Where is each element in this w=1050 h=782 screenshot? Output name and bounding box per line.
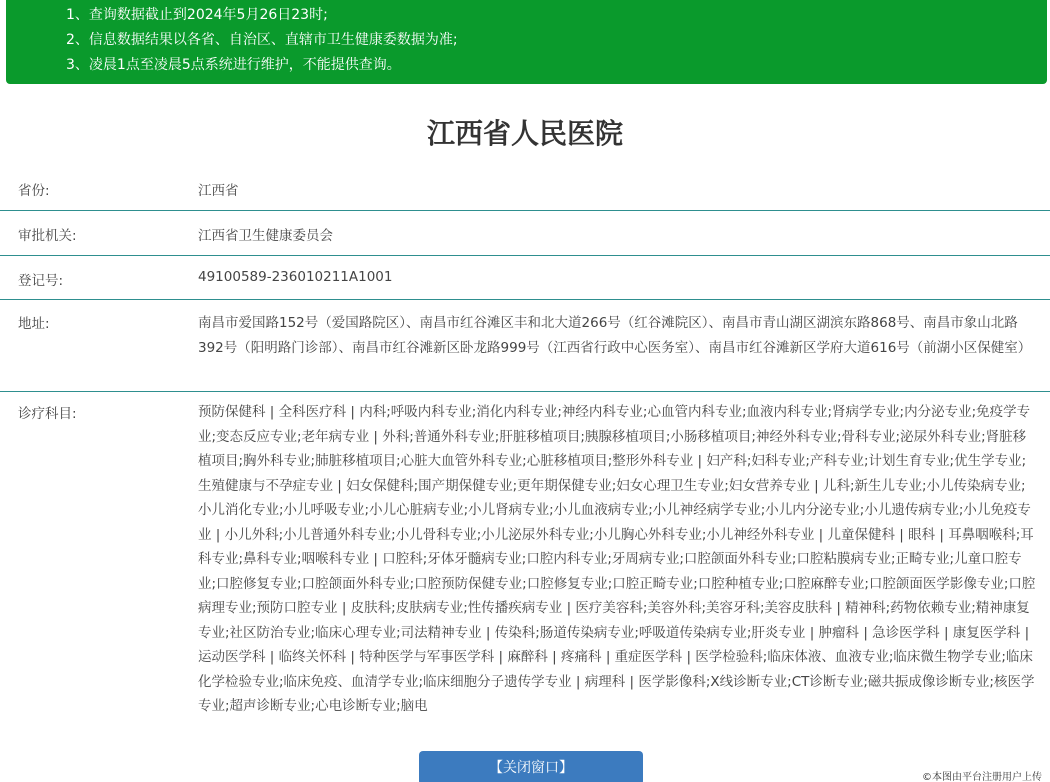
info-table bbox=[0, 166, 1050, 732]
address-value: 南昌市爱国路152号（爱国路院区）、南昌市红谷滩区丰和北大道266号（红谷滩院区）、南昌市青山湖区湖滨东路868号、南昌市象山北路392号（阳明路门诊部）、南昌市红谷滩新区卧龙路999号（江西省行政中心医务室）、南昌市红谷滩新区学府大道616号（前湖小区保健室） bbox=[198, 315, 1032, 356]
notice-line: 2、信息数据结果以各省、自治区、直辖市卫生健康委数据为准; bbox=[66, 32, 458, 48]
authority-row bbox=[0, 211, 1050, 256]
address-label: 地址: bbox=[18, 316, 50, 332]
copyright-note: ©本图由平台注册用户上传 bbox=[920, 768, 1044, 782]
close-window-button[interactable]: 【关闭窗口】 bbox=[419, 751, 643, 782]
province-value: 江西省 bbox=[198, 183, 239, 199]
notice-line: 1、查询数据截止到2024年5月26日23时; bbox=[66, 7, 328, 23]
registration-value: 49100589-236010211A1001 bbox=[198, 269, 393, 285]
province-label: 省份: bbox=[18, 183, 50, 199]
registration-label: 登记号: bbox=[18, 273, 64, 289]
registration-row bbox=[0, 256, 1050, 300]
notice-line: 3、凌晨1点至凌晨5点系统进行维护，不能提供查询。 bbox=[66, 57, 401, 73]
hospital-name: 江西省人民医院 bbox=[426, 117, 623, 150]
authority-label: 审批机关: bbox=[18, 228, 77, 244]
departments-label: 诊疗科目: bbox=[18, 406, 77, 422]
departments-row bbox=[0, 392, 1050, 732]
authority-value: 江西省卫生健康委员会 bbox=[198, 228, 333, 244]
notice-banner bbox=[6, 0, 1047, 84]
address-row bbox=[0, 300, 1050, 392]
province-row bbox=[0, 166, 1050, 211]
departments-value: 预防保健科 | 全科医疗科 | 内科;呼吸内科专业;消化内科专业;神经内科专业;心血管内科专业;血液内科专业;肾病学专业;内分泌专业;免疫学专业;变态反应专业;老年病专业 | 外科;普通外科专业;肝脏移植项目;胰腺移植项目;小肠移植项目;神经外科专业;骨科专业;泌尿外科专业;肾脏移植项目;胸外科专业;肺脏移植项目;心脏大血管外科专业;心脏移植项目;整形外科专业 | 妇产科;妇科专业;产科专业;计划生育专业;优生学专业;生殖健康与不孕症专业 | 妇女保健科;围产期保健专业;更年期保健专业;妇女心理卫生专业;妇女营养专业 | 儿科;新生儿专业;小儿传染病专业;小儿消化专业;小儿呼吸专业;小儿心脏病专业;小儿肾病专业;小儿血液病专业;小儿神经病学专业;小儿内分泌专业;小儿遗传病专业;小儿免疫专业 | 小儿外科;小儿普通外科专业;小儿骨科专业;小儿泌尿外科专业;小儿胸心外科专业;小儿神经外科专业 | 儿童保健科 | 眼科 | 耳鼻咽喉科;耳科专业;鼻科专业;咽喉科专业 | 口腔科;牙体牙髓病专业;口腔内科专业;牙周病专业;口腔颌面外科专业;口腔粘膜病专业;正畸专业;儿童口腔专业;口腔修复专业;口腔颌面外科专业;口腔预防保健专业;口腔修复专业;口腔正畸专业;口腔种植专业;口腔麻醉专业;口腔颌面医学影像专业;口腔病理专业;预防口腔专业 | 皮肤科;皮肤病专业;性传播疾病专业 | 医疗美容科;美容外科;美容牙科;美容皮肤科 | 精神科;药物依赖专业;精神康复专业;社区防治专业;临床心理专业;司法精神专业 | 传染科;肠道传染病专业;呼吸道传染病专业;肝炎专业 | 肿瘤科 | 急诊医学科 | 康复医学科 | 运动医学科 | 临终关怀科 | 特种医学与军事医学科 | 麻醉科 | 疼痛科 | 重症医学科 | 医学检验科;临床体液、血液专业;临床微生物学专业;临床化学检验专业;临床免疫、血清学专业;临床细胞分子遗传学专业 | 病理科 | 医学影像科;X线诊断专业;CT诊断专业;磁共振成像诊断专业;核医学专业;超声诊断专业;心电诊断专业;脑电 bbox=[198, 404, 1036, 714]
